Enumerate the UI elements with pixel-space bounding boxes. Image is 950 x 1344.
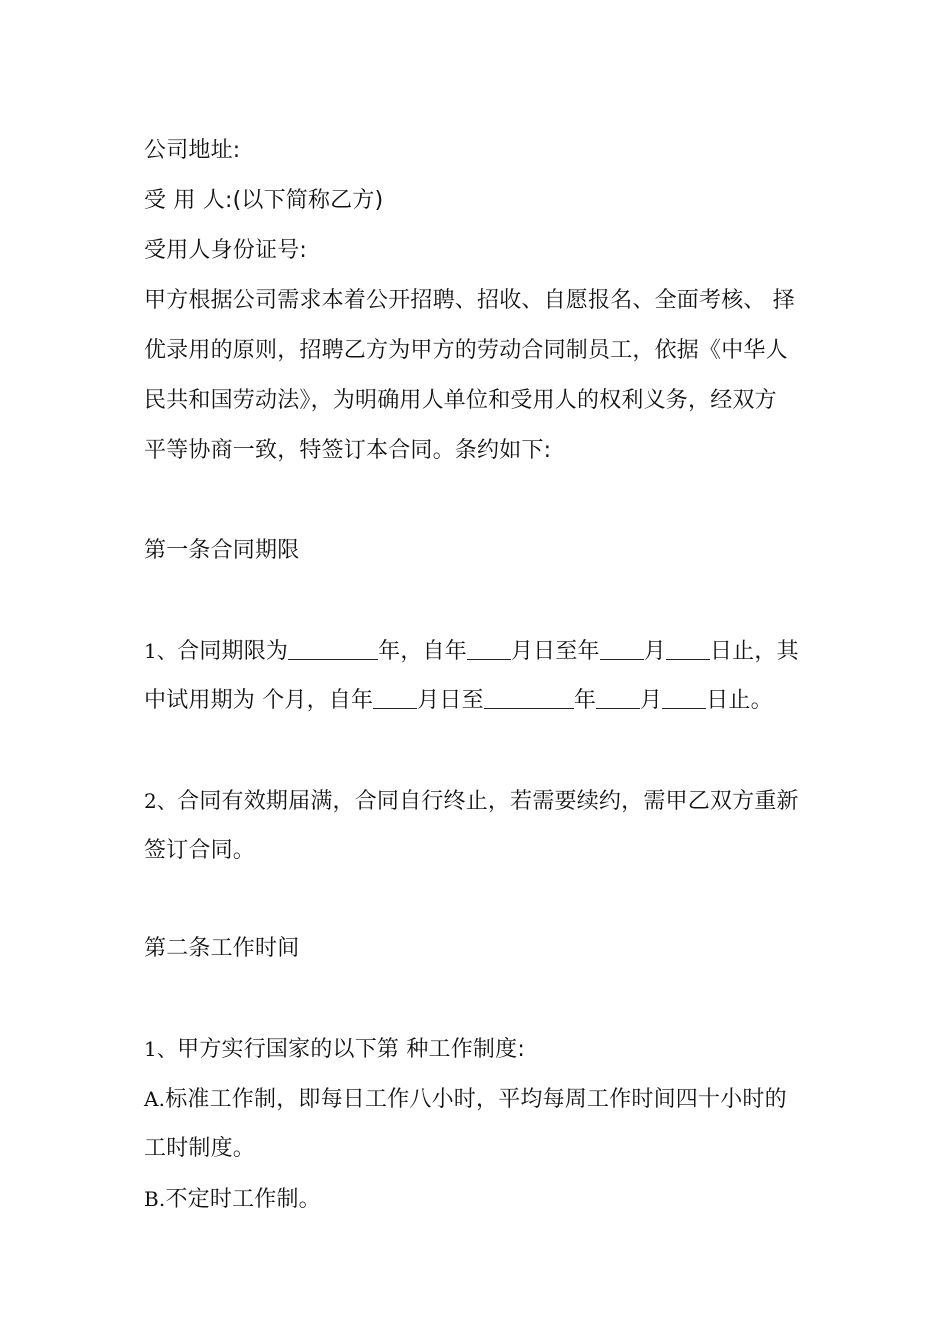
text-segment: 不定时工作制。 <box>165 1187 321 1212</box>
item-number: 1、 <box>144 639 178 663</box>
blank-field <box>666 639 710 660</box>
intro-line: 民共和国劳动法》，为明确用人单位和受用人的权利义务，经双方 <box>144 388 777 413</box>
text-segment: 中试用期为 个月，自年 <box>144 688 374 713</box>
text-segment: 合同期限为 <box>177 639 289 664</box>
blank-field <box>600 639 644 660</box>
blank-field <box>467 639 511 660</box>
article-1-item-1-line-2 <box>144 686 814 716</box>
blank-field <box>373 688 417 709</box>
blank-field <box>288 639 378 660</box>
article-1-item-2-line-1 <box>144 786 814 817</box>
option-a-line-1 <box>144 1084 814 1115</box>
company-address-label: 公司地址: <box>144 138 241 163</box>
text-segment: 甲方实行国家的以下第 种工作制度: <box>177 1037 525 1062</box>
employee-id-label: 受用人身份证号: <box>144 238 308 263</box>
article-1-title: 第一条合同期限 <box>144 538 300 563</box>
article-1-item-1-line-1 <box>144 636 814 667</box>
intro-line: 平等协商一致，特签订本合同。条约如下: <box>144 438 552 463</box>
text-segment: 日止。 <box>706 688 773 713</box>
text-segment: 日止，其 <box>709 639 799 664</box>
item-number: 1、 <box>144 1037 178 1061</box>
blank-field <box>662 688 706 709</box>
option-b-line <box>144 1184 814 1215</box>
option-label: A. <box>144 1087 166 1111</box>
blank-field <box>484 688 574 709</box>
intro-line: 优录用的原则，招聘乙方为甲方的劳动合同制员工，依据《中华人 <box>144 338 788 363</box>
text-segment: 年 <box>573 688 597 713</box>
text-segment: 月 <box>640 688 663 713</box>
intro-line: 甲方根据公司需求本着公开招聘、招收、自愿报名、全面考核、 择 <box>144 288 795 313</box>
article-2-item-1 <box>144 1034 814 1065</box>
item-number: 2、 <box>144 789 178 813</box>
employee-label: 受 用 人:(以下简称乙方) <box>144 188 384 213</box>
text-segment: 月日至年 <box>510 639 600 664</box>
text-segment: 标准工作制，即每日工作八小时，平均每周工作时间四十小时的 <box>165 1087 787 1112</box>
text-segment: 月 <box>643 639 666 664</box>
option-label: B. <box>144 1187 166 1211</box>
text-segment: 月日至 <box>417 688 484 713</box>
blank-field <box>596 688 640 709</box>
option-a-line-2: 工时制度。 <box>144 1136 256 1161</box>
article-2-title: 第二条工作时间 <box>144 936 300 961</box>
text-segment: 合同有效期届满，合同自行终止，若需要续约，需甲乙双方重新 <box>177 789 799 814</box>
article-1-item-2-line-2: 签订合同。 <box>144 838 256 863</box>
text-segment: 年，自年 <box>378 639 467 664</box>
